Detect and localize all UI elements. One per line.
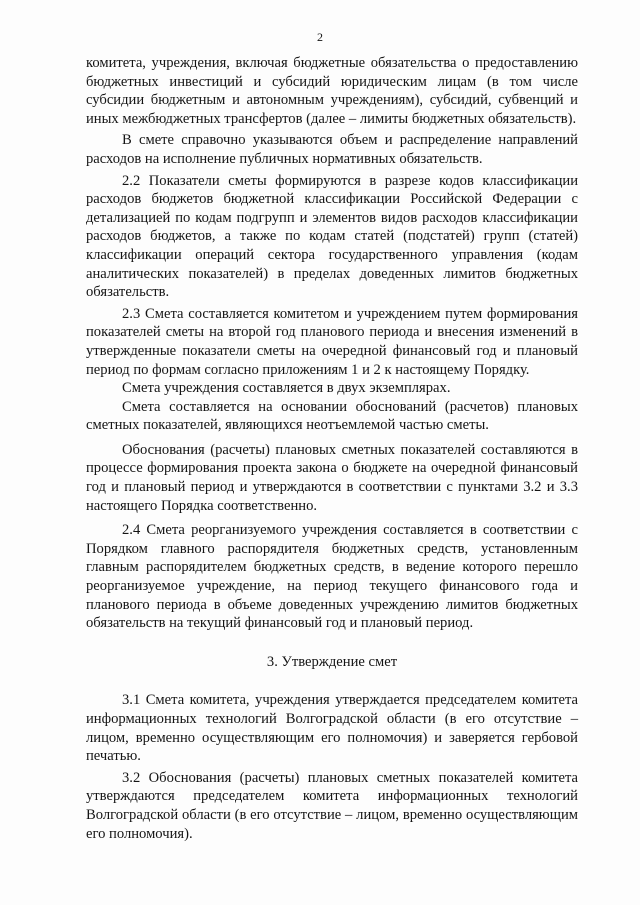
paragraph-2-4: 2.4 Смета реорганизуемого учреждения составляется в соответствии с Порядком главного распорядителя бюджетных средств, установленным главным распорядителем бюджетных средств, в ведение которого перешло реорганизуемое учреждение, на период текущего финансового года и планового периода в объеме доведенных учреждению лимитов бюджетных обязательств на текущий финансовый год и плановый период. xyxy=(86,522,578,632)
document-body xyxy=(86,54,578,843)
paragraph-3-2: 3.2 Обоснования (расчеты) плановых сметных показателей комитета утверждаются председателем комитета информационных технологий Волгоградской области (в его отсутствие – лицом, временно осуществляющим его полномочия). xyxy=(86,769,578,842)
paragraph-continuation: комитета, учреждения, включая бюджетные обязательства о предоставлению бюджетных инвестиций и субсидий юридическим лицам (в том числе субсидии бюджетным и автономным учреждениям), субсидий, субвенций и иных межбюджетных трансфертов (далее – лимиты бюджетных обязательств). xyxy=(86,55,578,127)
paragraph-reference-note: В смете справочно указываются объем и распределение направлений расходов на исполнение публичных нормативных обязательств. xyxy=(86,132,578,167)
paragraph-3-1: 3.1 Смета комитета, учреждения утверждается председателем комитета информационных технологий Волгоградской области (в его отсутствие – лицом, временно осуществляющим его полномочия) и заверяется гербовой печатью. xyxy=(86,692,578,765)
page-number: 2 xyxy=(317,30,323,44)
paragraph-copies: Смета учреждения составляется в двух экземплярах. xyxy=(122,380,451,397)
paragraph-justifications: Обоснования (расчеты) плановых сметных показателей составляются в процессе формирования проекта закона о бюджете на очередной финансовый год и плановый период и утверждаются в соответствии с пунктами 3.2 и 3.3 настоящего Порядка соответственно. xyxy=(86,441,578,514)
paragraph-2-3: 2.3 Смета составляется комитетом и учреждением путем формирования показателей сметы на второй год планового периода и внесения изменений в утвержденные показатели сметы на очередной финансовый год и плановый период по формам согласно приложениям 1 и 2 к настоящему Порядку. xyxy=(86,305,578,378)
paragraph-2-2: 2.2 Показатели сметы формируются в разрезе кодов классификации расходов бюджетов бюджетной классификации Российской Федерации с детализацией по кодам подгрупп и элементов видов расходов классификации расходов бюджетов, а также по кодам статей (подстатей) групп (статей) классификации операций сектора государственного управления (кодам аналитических показателей) в пределах доведенных лимитов бюджетных обязательств. xyxy=(86,172,578,301)
paragraph-basis: Смета составляется на основании обоснований (расчетов) плановых сметных показателей, являющихся неотъемлемой частью сметы. xyxy=(86,398,578,434)
section-heading: 3. Утверждение смет xyxy=(266,653,398,670)
